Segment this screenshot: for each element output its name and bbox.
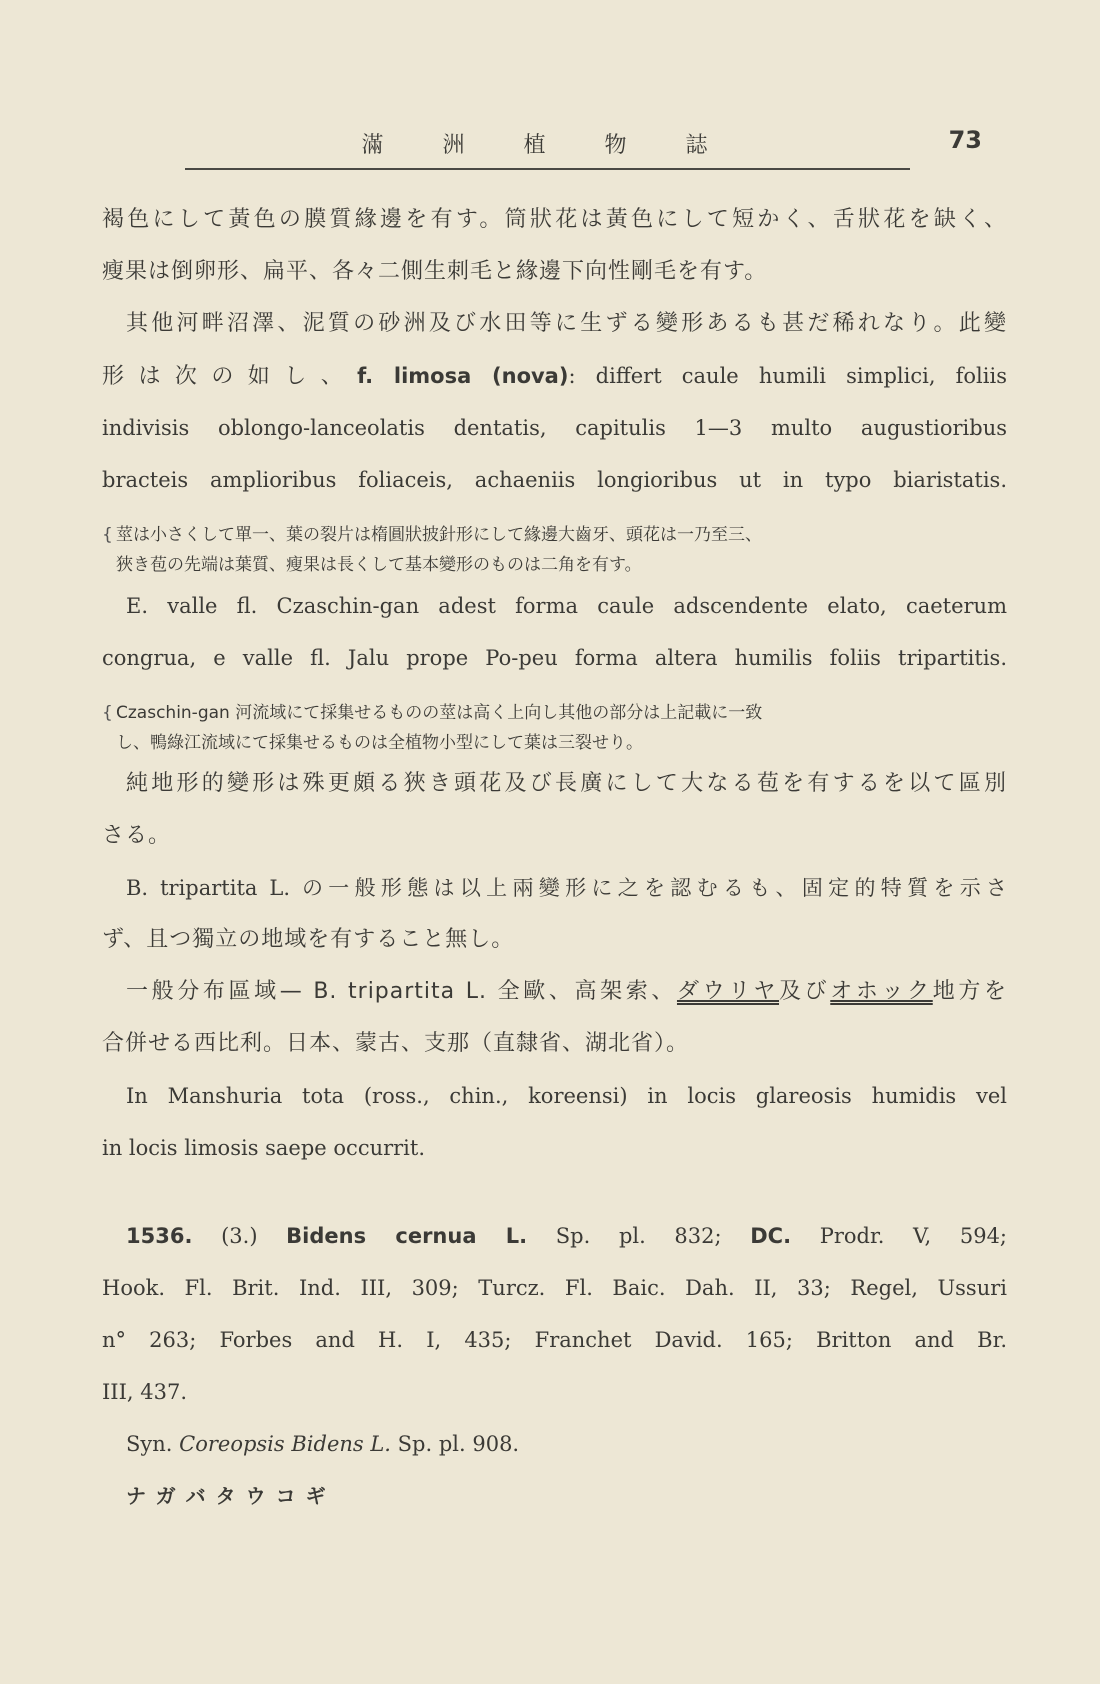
note-text: Czaschin-gan 河流域にて採集せるものの莖は高く上向し其他の部分は上記載に一致 [116,703,763,723]
running-header: 滿 洲 植 物 誌 [361,133,734,158]
syn-ref: Sp. pl. 908. [397,1432,520,1456]
text-line: B. tripartita L. の一般形態は以上兩變形に之を認むるも、固定的特質を示さ [126,876,1007,900]
text-line: III, 437. [102,1380,187,1404]
text-line: Hook. Fl. Brit. Ind. III, 309; Turcz. Fl. Baic. Dah. II, 33; Regel, Ussuri [102,1276,1007,1300]
entry-number: 1536. [126,1224,193,1248]
variety-name: f. limosa (nova) [357,364,569,388]
text-line: さる。 [102,823,172,848]
text-span: Sp. pl. 832; [555,1224,722,1248]
text-line: E. valle fl. Czaschin-gan adest forma caule adscendente elato, caeterum [126,594,1007,618]
text-line: in locis limosis saepe occurrit. [102,1136,426,1160]
syn-prefix: Syn. [126,1432,173,1456]
note-line: { 莖は小さくして單一、葉の裂片は楕圓狀披針形にして緣邊大齒牙、頭花は一乃至三、 [102,525,762,545]
text-line [102,350,1007,402]
text-span: 形は次の如し、 [102,364,358,389]
entry-heading [102,1210,1007,1262]
place-name: オホック [830,979,933,1004]
text-span: : differt caule humili simplici, foliis [568,364,1007,388]
note-line [102,550,1007,580]
species-name: Bidens cernua L. [286,1224,528,1248]
text-line: In Manshuria tota (ross., chin., koreensi) in locis glareosis humidis vel [126,1084,1007,1108]
text-line: 其他河畔沼澤、泥質の砂洲及び水田等に生ずる變形あるも甚だ稀れなり。此變 [126,311,1007,336]
note-line [102,728,1007,758]
text-line [102,966,1007,1018]
text-line: n° 263; Forbes and H. I, 435; Franchet David. 165; Britton and Br. [102,1328,1007,1352]
page-number: 73 [948,126,982,154]
text-line: congrua, e valle fl. Jalu prope Po-peu forma altera humilis foliis tripartitis. [102,646,1007,670]
note-line: { Czaschin-gan 河流域にて採集せるものの莖は高く上向し其他の部分は上記載に一致 [102,703,763,723]
synonym-name: Coreopsis Bidens L. [179,1432,391,1456]
text-line: indivisis oblongo-lanceolatis dentatis, capitulis 1—3 multo augustioribus [102,416,1007,440]
note-text: 莖は小さくして單一、葉の裂片は楕圓狀披針形にして緣邊大齒牙、頭花は一乃至三、 [116,525,762,545]
text-line: 褐色にして黃色の膜質緣邊を有す。筒狀花は黃色にして短かく、舌狀花を缺く、 [102,207,1007,232]
note-text: 狹き苞の先端は葉質、瘦果は長くして基本變形のものは二角を有す。 [116,555,642,575]
text-span: 一般分布區域— B. tripartita L. 全歐、高架索、 [126,979,677,1004]
page-body [102,194,1007,1522]
place-name: ダウリヤ [676,979,780,1004]
text-line: 純地形的變形は殊更頗る狹き頭花及び長廣にして大なる苞を有するを以て區別 [126,771,1007,796]
text-line: ず、且つ獨立の地域を有すること無し。 [102,927,515,952]
japanese-name-line [102,1470,1007,1522]
note-text: し、鴨綠江流域にて採集せるものは全植物小型にして葉は三裂せり。 [116,733,643,753]
japanese-name: ナガバタウコギ [126,1484,336,1508]
text-span: 地方を [932,979,1007,1004]
text-span: Prodr. V, 594; [819,1224,1007,1248]
synonym-line [102,1418,1007,1470]
entry-paren: (3.) [221,1224,258,1248]
text-line: 瘦果は倒卵形、扁平、各々二側生刺毛と緣邊下向性剛毛を有す。 [102,259,768,284]
text-line: bracteis amplioribus foliaceis, achaeniis longioribus ut in typo biaristatis. [102,468,1007,492]
text-line: 合併せる西比利。日本、蒙古、支那（直隸省、湖北省）。 [102,1031,690,1056]
header-rule [185,168,910,170]
text-span: 及び [779,979,831,1004]
author-abbrev: DC. [750,1224,792,1248]
